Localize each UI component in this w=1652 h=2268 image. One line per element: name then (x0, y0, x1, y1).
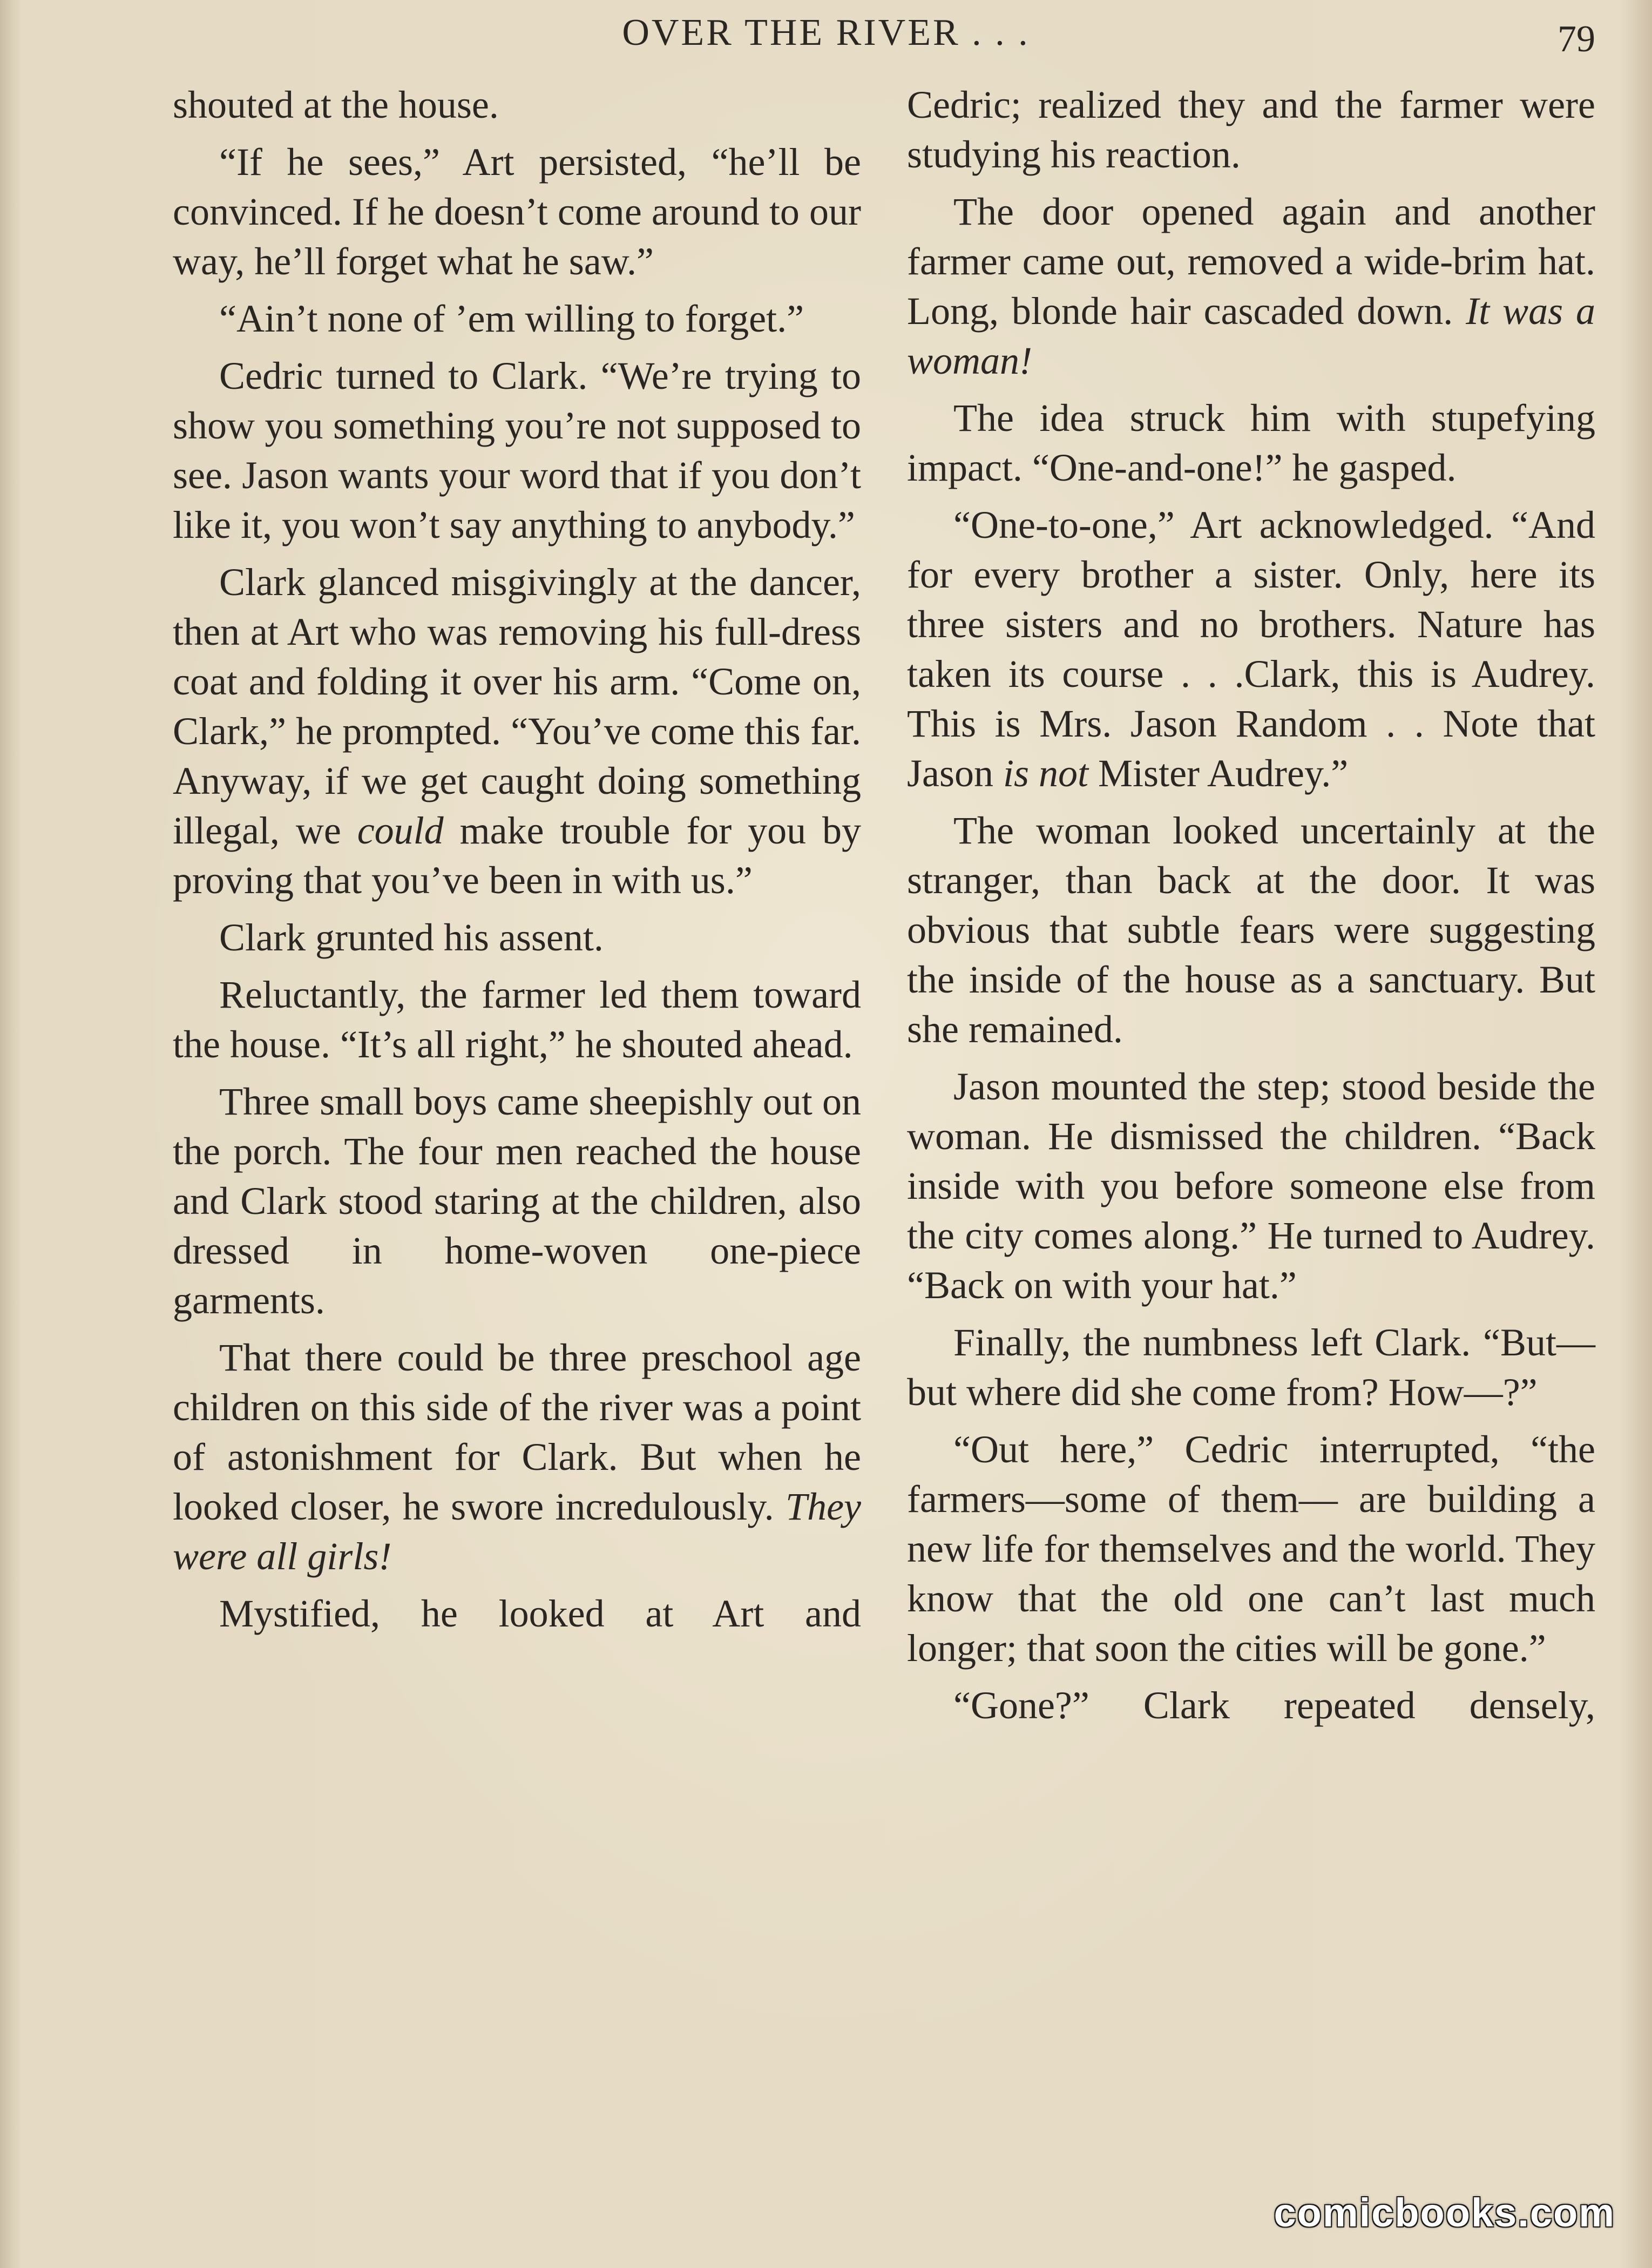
paragraph (907, 500, 1595, 798)
paragraph: “Ain’t none of ’em willing to forget.” (219, 297, 804, 340)
paragraph: Three small boys came sheepishly out on the porch. The four men reached the house and Clark stood staring at the children, also dressed in home-woven one-piece garments. (173, 1080, 861, 1322)
paragraph: Clark grunted his assent. (219, 916, 604, 959)
paragraph (173, 557, 861, 905)
paragraph: “If he sees,” Art persisted, “he’ll be convinced. If he doesn’t come around to our way, he’ll forget what he saw.” (173, 140, 861, 283)
running-title: OVER THE RIVER . . . (622, 12, 1030, 53)
paragraph: Cedric; realized they and the farmer were studying his reaction. (907, 83, 1595, 176)
paragraph: The idea struck him with stupefying impact. “One-and-one!” he gasped. (907, 396, 1595, 489)
paragraph-text: Clark glanced misgivingly at the dancer, then at Art who was removing his full-dress coat and folding it over his arm. “Come on, Clark,” he prompted. “You’ve come this far. Anyway, if we get caught doing something illegal, we (173, 561, 861, 852)
paragraph-text: “One-to-one,” Art acknowledged. “And for every brother a sister. Only, here its three sisters and no brothers. Nature has taken its course . . .Clark, this is Audrey. This is Mrs. Jason Random . . Note that Jason (907, 503, 1595, 795)
italic-emphasis: They were all girls! (173, 1485, 861, 1578)
paragraph-text: That there could be three preschool age children on this side of the river was a point of astonishment for Clark. But when he looked closer, he swore incredulously. (173, 1336, 861, 1528)
paragraph: “Gone?” Clark repeated densely, (953, 1684, 1595, 1727)
paragraph: “Out here,” Cedric interrupted, “the farmers—some of them— are building a new life for themselves and the world. They know that the old one can’t last much longer; that soon the cities will be gone.” (907, 1428, 1595, 1670)
italic-emphasis: could (357, 809, 444, 852)
paragraph: Mystified, he looked at Art and (219, 1592, 861, 1635)
paragraph-text: Mister Audrey.” (1088, 752, 1349, 795)
watermark: comicbooks.com (1274, 2190, 1615, 2235)
paragraph: Jason mounted the step; stood beside the woman. He dismissed the children. “Back inside with you before someone else from the city comes along.” He turned to Audrey. “Back on with your hat.” (907, 1065, 1595, 1307)
page-number: 79 (1558, 18, 1595, 60)
paragraph (907, 187, 1595, 386)
paragraph: shouted at the house. (173, 83, 499, 126)
paragraph: Cedric turned to Clark. “We’re trying to show you something you’re not supposed to see. Jason wants your word that if you don’t like it, you won’t say anything to anybody.” (173, 354, 861, 546)
paragraph: The woman looked uncertainly at the stranger, than back at the door. It was obvious that subtle fears were suggesting the inside of the house as a sanctuary. But she remained. (907, 809, 1595, 1051)
paragraph-text: make trouble for you by proving that you’ve been in with us.” (173, 809, 862, 902)
paragraph: Finally, the numbness left Clark. “But—but where did she come from? How—?” (907, 1321, 1595, 1414)
italic-emphasis: It was a woman! (907, 289, 1595, 382)
left-text-column (173, 80, 861, 1646)
paragraph (173, 1333, 861, 1581)
paragraph: Reluctantly, the farmer led them toward the house. “It’s all right,” he shouted ahead. (173, 973, 861, 1066)
right-text-column (907, 80, 1595, 1738)
italic-emphasis: is not (1003, 752, 1089, 795)
paragraph-text: The door opened again and another farmer came out, removed a wide-brim hat. Long, blonde hair cascaded down. (907, 190, 1595, 333)
